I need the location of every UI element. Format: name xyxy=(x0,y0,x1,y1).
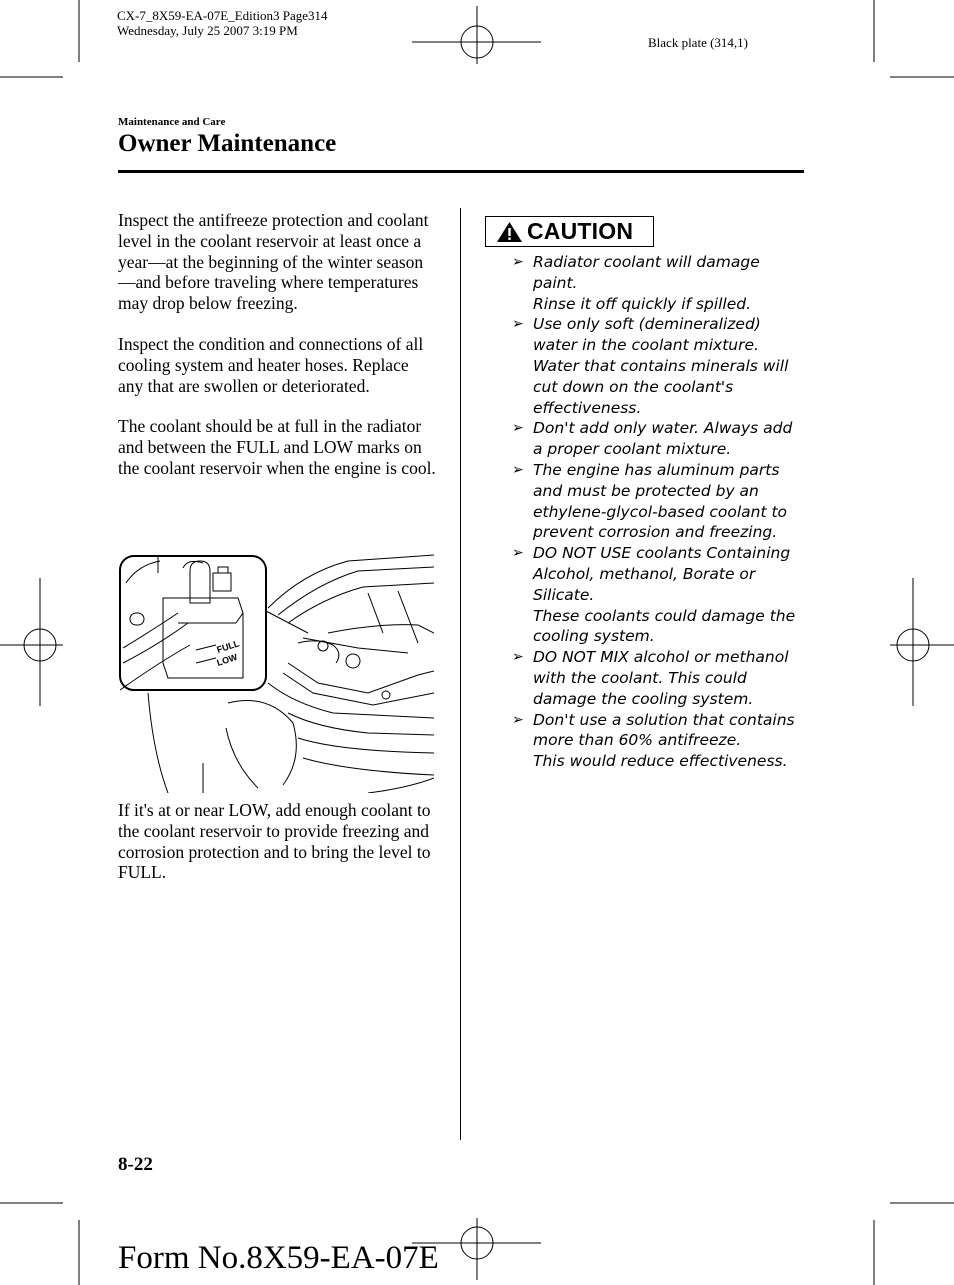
arrow-bullet-icon: ➢ xyxy=(512,316,524,333)
caution-item-line: cooling system. xyxy=(533,627,655,646)
caution-item xyxy=(512,252,812,314)
caution-item-line: Don't use a solution that contains xyxy=(533,710,795,729)
paragraph-inspect-antifreeze: Inspect the antifreeze protection and coolant level in the coolant reservoir at least once a year—at the beginning of the winter season—and before traveling where temperatures may drop below freezing. xyxy=(118,210,429,314)
print-meta xyxy=(117,8,328,38)
paragraph-coolant-level: The coolant should be at full in the radiator and between the FULL and LOW marks on the coolant reservoir when the engine is cool. xyxy=(118,416,436,478)
caution-item-line: The engine has aluminum parts xyxy=(533,460,780,479)
caution-item-line: Radiator coolant will damage xyxy=(533,253,760,271)
caution-item-line: Use only soft (demineralized) xyxy=(533,315,761,334)
caution-item-line: prevent corrosion and freezing. xyxy=(533,523,778,542)
warning-triangle-icon xyxy=(496,221,523,243)
caution-item-line: more than 60% antifreeze. xyxy=(533,731,742,750)
paragraph-add-coolant: If it's at or near LOW, add enough coolant to the coolant reservoir to provide freezing and corrosion protection and to bring the level to FULL. xyxy=(118,800,431,883)
caution-item-line: with the coolant. This could xyxy=(533,668,747,687)
caution-item xyxy=(512,710,812,772)
paragraph-inspect-hoses: Inspect the condition and connections of all cooling system and heater hoses. Replace any that are swollen or deteriorated. xyxy=(118,333,424,396)
caution-item-line: Water that contains minerals will xyxy=(533,356,789,375)
caution-item-line: These coolants could damage the xyxy=(533,606,796,625)
arrow-bullet-icon: ➢ xyxy=(512,461,524,478)
arrow-bullet-icon: ➢ xyxy=(512,420,524,437)
caution-item-line: cut down on the coolant's xyxy=(533,377,734,396)
caution-item xyxy=(512,647,812,709)
caution-item xyxy=(512,314,812,418)
figure-label-low: LOW xyxy=(215,651,239,668)
arrow-bullet-icon: ➢ xyxy=(512,649,524,666)
left-column xyxy=(118,210,436,499)
caution-item-line: water in the coolant mixture. xyxy=(533,336,759,355)
caution-item-line: This would reduce effectiveness. xyxy=(533,752,788,771)
arrow-bullet-icon: ➢ xyxy=(512,545,524,562)
caution-item-line: DO NOT USE coolants Containing xyxy=(533,544,791,563)
plate-label: Black plate (314,1) xyxy=(648,35,748,50)
caution-item-line: Don't add only water. Always add xyxy=(533,419,793,438)
caution-item-line: a proper coolant mixture. xyxy=(533,440,732,459)
caution-item xyxy=(512,460,812,543)
print-meta-line1: CX-7_8X59-EA-07E_Edition3 Page314 xyxy=(117,8,328,23)
caution-item-line: paint. xyxy=(533,273,578,292)
arrow-bullet-icon: ➢ xyxy=(512,711,524,728)
caution-item-line: damage the cooling system. xyxy=(533,689,754,708)
page-number: 8-22 xyxy=(118,1154,153,1175)
coolant-reservoir-illustration xyxy=(118,553,434,793)
column-divider xyxy=(460,208,461,1140)
title-rule xyxy=(118,170,804,173)
caution-item xyxy=(512,543,812,647)
arrow-bullet-icon: ➢ xyxy=(512,254,524,270)
form-number: Form No.8X59-EA-07E xyxy=(118,1240,439,1276)
caution-list xyxy=(512,252,812,772)
caution-label: CAUTION xyxy=(527,218,634,244)
page-title: Owner Maintenance xyxy=(118,130,337,157)
section-label: Maintenance and Care xyxy=(118,116,226,128)
caution-item-line: Rinse it off quickly if spilled. xyxy=(533,294,752,313)
caution-item-line: and must be protected by an xyxy=(533,481,759,500)
caution-item-line: effectiveness. xyxy=(533,398,642,417)
figure-label-full: FULL xyxy=(215,638,241,655)
caution-item-line: Silicate. xyxy=(533,585,595,604)
caution-item-line: Alcohol, methanol, Borate or xyxy=(533,564,756,583)
caution-header xyxy=(485,216,654,247)
print-meta-line2: Wednesday, July 25 2007 3:19 PM xyxy=(117,23,298,38)
caution-item-line: ethylene-glycol-based coolant to xyxy=(533,502,788,521)
caution-item-line: DO NOT MIX alcohol or methanol xyxy=(533,648,789,667)
caution-item xyxy=(512,418,812,460)
